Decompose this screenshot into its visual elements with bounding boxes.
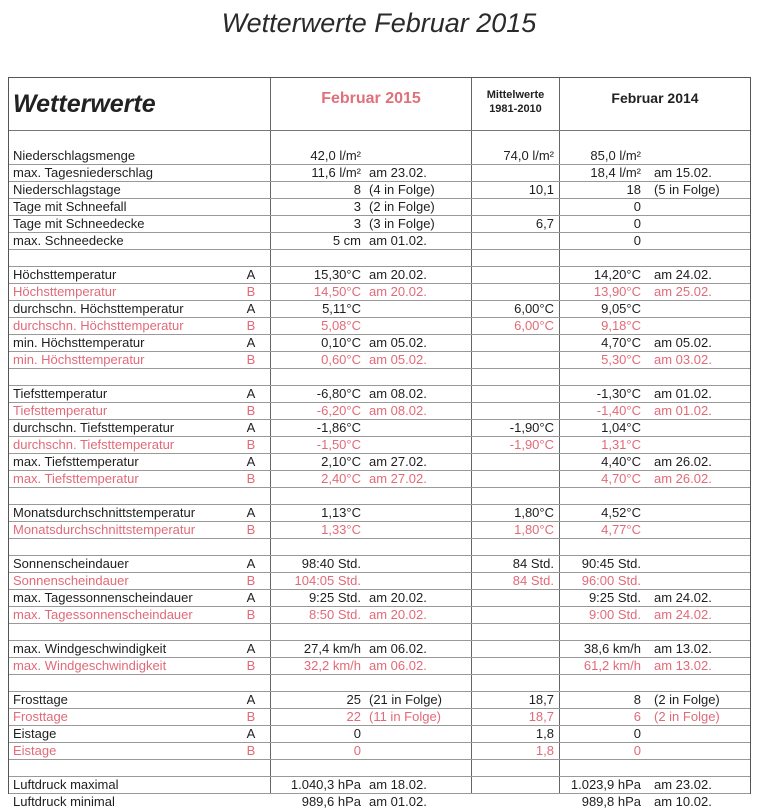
header-label: Wetterwerte bbox=[13, 90, 156, 118]
note-feb-2014: am 23.02. bbox=[654, 777, 712, 792]
value-feb-2014: -1,40°C bbox=[596, 403, 641, 418]
note-feb-2015: (21 in Folge) bbox=[369, 692, 442, 707]
value-feb-2015: 0 bbox=[353, 743, 361, 758]
note-feb-2015: am 20.02. bbox=[369, 607, 427, 622]
value-feb-2014: 9,05°C bbox=[601, 301, 641, 316]
row-label: Eistage bbox=[13, 743, 57, 758]
note-feb-2014: am 26.02. bbox=[654, 471, 712, 486]
value-feb-2015: -6,20°C bbox=[316, 403, 361, 418]
note-feb-2014: (2 in Folge) bbox=[654, 692, 720, 707]
value-feb-2014: 989,8 hPa bbox=[581, 794, 641, 809]
table-row bbox=[9, 385, 750, 403]
note-feb-2015: am 27.02. bbox=[369, 454, 427, 469]
value-mittelwerte: 10,1 bbox=[528, 182, 554, 197]
note-feb-2015: am 20.02. bbox=[369, 284, 427, 299]
table-row bbox=[9, 555, 750, 573]
note-feb-2015: am 18.02. bbox=[369, 777, 427, 792]
value-mittelwerte: 84 Std. bbox=[512, 573, 554, 588]
station-marker: A bbox=[246, 454, 256, 469]
row-label: Höchsttemperatur bbox=[13, 284, 117, 299]
station-marker: B bbox=[246, 743, 256, 758]
note-feb-2014: am 01.02. bbox=[654, 386, 712, 401]
value-mittelwerte: 6,00°C bbox=[514, 301, 554, 316]
spacer-row bbox=[9, 623, 750, 641]
row-label: max. Tagesniederschlag bbox=[13, 165, 153, 180]
note-feb-2014: am 13.02. bbox=[654, 658, 712, 673]
row-label: Tiefsttemperatur bbox=[13, 386, 108, 401]
station-marker: B bbox=[246, 709, 256, 724]
note-feb-2014: am 24.02. bbox=[654, 590, 712, 605]
value-feb-2015: 2,10°C bbox=[321, 454, 361, 469]
value-feb-2015: 42,0 l/m² bbox=[310, 148, 361, 163]
value-feb-2014: 1,04°C bbox=[601, 420, 641, 435]
station-marker: B bbox=[246, 573, 256, 588]
note-feb-2015: am 20.02. bbox=[369, 590, 427, 605]
table-row bbox=[9, 470, 750, 488]
value-mittelwerte: 18,7 bbox=[528, 692, 554, 707]
row-label: Höchsttemperatur bbox=[13, 267, 117, 282]
table-row bbox=[9, 215, 750, 233]
value-feb-2014: 9,18°C bbox=[601, 318, 641, 333]
station-marker: A bbox=[246, 556, 256, 571]
value-feb-2014: 8 bbox=[633, 692, 641, 707]
row-label: Tiefsttemperatur bbox=[13, 403, 108, 418]
value-feb-2015: 98:40 Std. bbox=[301, 556, 361, 571]
value-feb-2014: 6 bbox=[633, 709, 641, 724]
value-feb-2015: 8:50 Std. bbox=[308, 607, 361, 622]
value-mittelwerte: -1,90°C bbox=[509, 420, 554, 435]
header-mittelwerte-line2: 1981-2010 bbox=[489, 103, 542, 115]
row-label: Tage mit Schneefall bbox=[13, 199, 127, 214]
row-label: Eistage bbox=[13, 726, 57, 741]
value-feb-2015: 104:05 Std. bbox=[294, 573, 361, 588]
value-feb-2015: 2,40°C bbox=[321, 471, 361, 486]
station-marker: B bbox=[246, 658, 256, 673]
value-feb-2015: 14,50°C bbox=[313, 284, 361, 299]
value-mittelwerte: 6,7 bbox=[535, 216, 554, 231]
table-row bbox=[9, 776, 750, 794]
row-label: max. Tiefsttemperatur bbox=[13, 454, 139, 469]
value-feb-2014: 0 bbox=[633, 216, 641, 231]
note-feb-2014: (5 in Folge) bbox=[654, 182, 720, 197]
station-marker: A bbox=[246, 505, 256, 520]
table-row bbox=[9, 334, 750, 352]
station-marker: B bbox=[246, 522, 256, 537]
note-feb-2014: am 24.02. bbox=[654, 267, 712, 282]
table-row bbox=[9, 232, 750, 250]
note-feb-2014: am 25.02. bbox=[654, 284, 712, 299]
table-row bbox=[9, 504, 750, 522]
note-feb-2014: am 01.02. bbox=[654, 403, 712, 418]
station-marker: A bbox=[246, 641, 256, 656]
note-feb-2015: am 27.02. bbox=[369, 471, 427, 486]
note-feb-2014: am 10.02. bbox=[654, 794, 712, 809]
value-feb-2014: 4,70°C bbox=[601, 335, 641, 350]
note-feb-2015: am 01.02. bbox=[369, 233, 427, 248]
value-feb-2015: 8 bbox=[353, 182, 361, 197]
spacer-row bbox=[9, 674, 750, 692]
table-row bbox=[9, 419, 750, 437]
value-feb-2014: 9:25 Std. bbox=[588, 590, 641, 605]
row-label: min. Höchsttemperatur bbox=[13, 352, 145, 367]
station-marker: A bbox=[246, 386, 256, 401]
table-row bbox=[9, 164, 750, 182]
table-row bbox=[9, 657, 750, 675]
row-label: max. Tagessonnenscheindauer bbox=[13, 607, 193, 622]
spacer-row bbox=[9, 487, 750, 505]
table-row bbox=[9, 793, 750, 810]
spacer-row bbox=[9, 759, 750, 777]
row-label: max. Windgeschwindigkeit bbox=[13, 641, 167, 656]
value-feb-2014: 0 bbox=[633, 233, 641, 248]
value-feb-2015: 5,11°C bbox=[322, 301, 361, 316]
table-row bbox=[9, 436, 750, 454]
station-marker: A bbox=[246, 420, 256, 435]
table-row bbox=[9, 691, 750, 709]
row-label: Luftdruck minimal bbox=[13, 794, 115, 809]
weather-table bbox=[8, 77, 751, 809]
row-label: Sonnenscheindauer bbox=[13, 573, 129, 588]
table-row bbox=[9, 402, 750, 420]
table-row bbox=[9, 572, 750, 590]
row-label: Niederschlagsmenge bbox=[13, 148, 136, 163]
value-feb-2014: 4,77°C bbox=[601, 522, 641, 537]
value-feb-2015: 0,60°C bbox=[321, 352, 361, 367]
row-label: Tage mit Schneedecke bbox=[13, 216, 145, 231]
header-mittelwerte-line1: Mittelwerte bbox=[486, 89, 545, 101]
row-label: durchschn. Tiefsttemperatur bbox=[13, 437, 175, 452]
value-feb-2015: 32,2 km/h bbox=[303, 658, 361, 673]
value-feb-2014: 0 bbox=[633, 726, 641, 741]
value-feb-2015: 0 bbox=[353, 726, 361, 741]
note-feb-2015: am 01.02. bbox=[369, 794, 427, 809]
row-label: max. Schneedecke bbox=[13, 233, 124, 248]
note-feb-2015: am 06.02. bbox=[369, 658, 427, 673]
station-marker: A bbox=[246, 301, 256, 316]
value-feb-2014: 85,0 l/m² bbox=[590, 148, 641, 163]
value-feb-2015: 3 bbox=[353, 199, 361, 214]
note-feb-2014: am 24.02. bbox=[654, 607, 712, 622]
note-feb-2015: (2 in Folge) bbox=[369, 199, 435, 214]
row-label: min. Höchsttemperatur bbox=[13, 335, 145, 350]
header-mittelwerte bbox=[472, 88, 559, 116]
row-label: durchschn. Höchsttemperatur bbox=[13, 318, 184, 333]
value-mittelwerte: 18,7 bbox=[528, 709, 554, 724]
value-feb-2015: -1,86°C bbox=[316, 420, 361, 435]
station-marker: A bbox=[246, 590, 256, 605]
row-label: durchschn. Höchsttemperatur bbox=[13, 301, 184, 316]
note-feb-2014: (2 in Folge) bbox=[654, 709, 720, 724]
value-mittelwerte: -1,90°C bbox=[509, 437, 554, 452]
station-marker: A bbox=[246, 267, 256, 282]
value-feb-2014: 38,6 km/h bbox=[583, 641, 641, 656]
value-mittelwerte: 74,0 l/m² bbox=[503, 148, 554, 163]
table-row bbox=[9, 283, 750, 301]
station-marker: B bbox=[246, 403, 256, 418]
value-feb-2014: -1,30°C bbox=[596, 386, 641, 401]
note-feb-2015: am 05.02. bbox=[369, 352, 427, 367]
table-row bbox=[9, 725, 750, 743]
value-mittelwerte: 1,80°C bbox=[514, 522, 554, 537]
station-marker: B bbox=[246, 607, 256, 622]
note-feb-2015: am 08.02. bbox=[369, 386, 427, 401]
station-marker: B bbox=[246, 471, 256, 486]
spacer-row bbox=[9, 249, 750, 267]
table-row bbox=[9, 453, 750, 471]
table-header bbox=[9, 78, 750, 131]
note-feb-2014: am 05.02. bbox=[654, 335, 712, 350]
row-label: Luftdruck maximal bbox=[13, 777, 119, 792]
row-label: Monatsdurchschnittstemperatur bbox=[13, 505, 196, 520]
station-marker: B bbox=[246, 352, 256, 367]
value-feb-2014: 18 bbox=[626, 182, 641, 197]
row-label: max. Windgeschwindigkeit bbox=[13, 658, 167, 673]
value-feb-2014: 4,70°C bbox=[601, 471, 641, 486]
value-feb-2015: 0,10°C bbox=[321, 335, 361, 350]
value-feb-2014: 61,2 km/h bbox=[583, 658, 641, 673]
value-feb-2014: 90:45 Std. bbox=[581, 556, 641, 571]
value-mittelwerte: 1,80°C bbox=[514, 505, 554, 520]
value-feb-2014: 18,4 l/m² bbox=[590, 165, 641, 180]
value-feb-2014: 5,30°C bbox=[601, 352, 641, 367]
value-feb-2015: 25 bbox=[346, 692, 361, 707]
row-label: max. Tagessonnenscheindauer bbox=[13, 590, 193, 605]
note-feb-2014: am 03.02. bbox=[654, 352, 712, 367]
value-feb-2015: 27,4 km/h bbox=[303, 641, 361, 656]
table-row bbox=[9, 198, 750, 216]
note-feb-2015: am 06.02. bbox=[369, 641, 427, 656]
value-feb-2015: 9:25 Std. bbox=[308, 590, 361, 605]
note-feb-2015: (3 in Folge) bbox=[369, 216, 435, 231]
note-feb-2015: am 23.02. bbox=[369, 165, 427, 180]
table-row bbox=[9, 742, 750, 760]
header-feb-2015: Februar 2015 bbox=[321, 90, 421, 107]
header-feb-2014: Februar 2014 bbox=[611, 90, 699, 106]
table-row bbox=[9, 521, 750, 539]
page-title: Wetterwerte Februar 2015 bbox=[221, 8, 537, 38]
value-feb-2015: 1,33°C bbox=[321, 522, 361, 537]
station-marker: B bbox=[246, 437, 256, 452]
row-label: Frosttage bbox=[13, 709, 68, 724]
note-feb-2015: (4 in Folge) bbox=[369, 182, 435, 197]
value-feb-2015: 15,30°C bbox=[313, 267, 361, 282]
value-feb-2014: 0 bbox=[633, 743, 641, 758]
value-feb-2014: 96:00 Std. bbox=[581, 573, 641, 588]
value-feb-2014: 4,40°C bbox=[601, 454, 641, 469]
value-mittelwerte: 6,00°C bbox=[514, 318, 554, 333]
row-label: max. Tiefsttemperatur bbox=[13, 471, 139, 486]
value-feb-2015: 989,6 hPa bbox=[301, 794, 361, 809]
value-feb-2015: 11,6 l/m² bbox=[311, 165, 361, 180]
value-feb-2015: 1.040,3 hPa bbox=[290, 777, 361, 792]
note-feb-2014: am 26.02. bbox=[654, 454, 712, 469]
table-row bbox=[9, 589, 750, 607]
value-feb-2015: 22 bbox=[346, 709, 361, 724]
value-feb-2014: 4,52°C bbox=[601, 505, 641, 520]
value-feb-2014: 0 bbox=[633, 199, 641, 214]
row-label: Frosttage bbox=[13, 692, 68, 707]
note-feb-2015: am 20.02. bbox=[369, 267, 427, 282]
value-feb-2015: 3 bbox=[353, 216, 361, 231]
value-feb-2014: 14,20°C bbox=[593, 267, 641, 282]
table-row bbox=[9, 181, 750, 199]
value-feb-2014: 1,31°C bbox=[601, 437, 641, 452]
spacer-row bbox=[9, 368, 750, 386]
note-feb-2014: am 13.02. bbox=[654, 641, 712, 656]
value-feb-2015: -6,80°C bbox=[316, 386, 361, 401]
value-feb-2015: 5,08°C bbox=[321, 318, 361, 333]
table-row bbox=[9, 606, 750, 624]
row-label: Monatsdurchschnittstemperatur bbox=[13, 522, 196, 537]
note-feb-2015: am 08.02. bbox=[369, 403, 427, 418]
spacer-row bbox=[9, 538, 750, 556]
value-feb-2015: -1,50°C bbox=[316, 437, 361, 452]
value-mittelwerte: 84 Std. bbox=[512, 556, 554, 571]
note-feb-2015: (11 in Folge) bbox=[369, 709, 442, 724]
row-label: durchschn. Tiefsttemperatur bbox=[13, 420, 175, 435]
note-feb-2015: am 05.02. bbox=[369, 335, 427, 350]
value-feb-2015: 1,13°C bbox=[321, 505, 361, 520]
table-row bbox=[9, 351, 750, 369]
value-mittelwerte: 1,8 bbox=[535, 726, 554, 741]
value-feb-2014: 13,90°C bbox=[593, 284, 641, 299]
table-row bbox=[9, 708, 750, 726]
table-row bbox=[9, 640, 750, 658]
station-marker: A bbox=[246, 692, 256, 707]
row-label: Sonnenscheindauer bbox=[13, 556, 129, 571]
table-row bbox=[9, 147, 750, 165]
value-feb-2014: 9:00 Std. bbox=[588, 607, 641, 622]
station-marker: B bbox=[246, 284, 256, 299]
table-row bbox=[9, 317, 750, 335]
station-marker: A bbox=[246, 335, 256, 350]
value-feb-2015: 5 cm bbox=[332, 233, 361, 248]
row-label: Niederschlagstage bbox=[13, 182, 121, 197]
table-row bbox=[9, 300, 750, 318]
value-feb-2014: 1.023,9 hPa bbox=[570, 777, 641, 792]
value-mittelwerte: 1,8 bbox=[535, 743, 554, 758]
station-marker: B bbox=[246, 318, 256, 333]
table-row bbox=[9, 266, 750, 284]
note-feb-2014: am 15.02. bbox=[654, 165, 712, 180]
station-marker: A bbox=[246, 726, 256, 741]
